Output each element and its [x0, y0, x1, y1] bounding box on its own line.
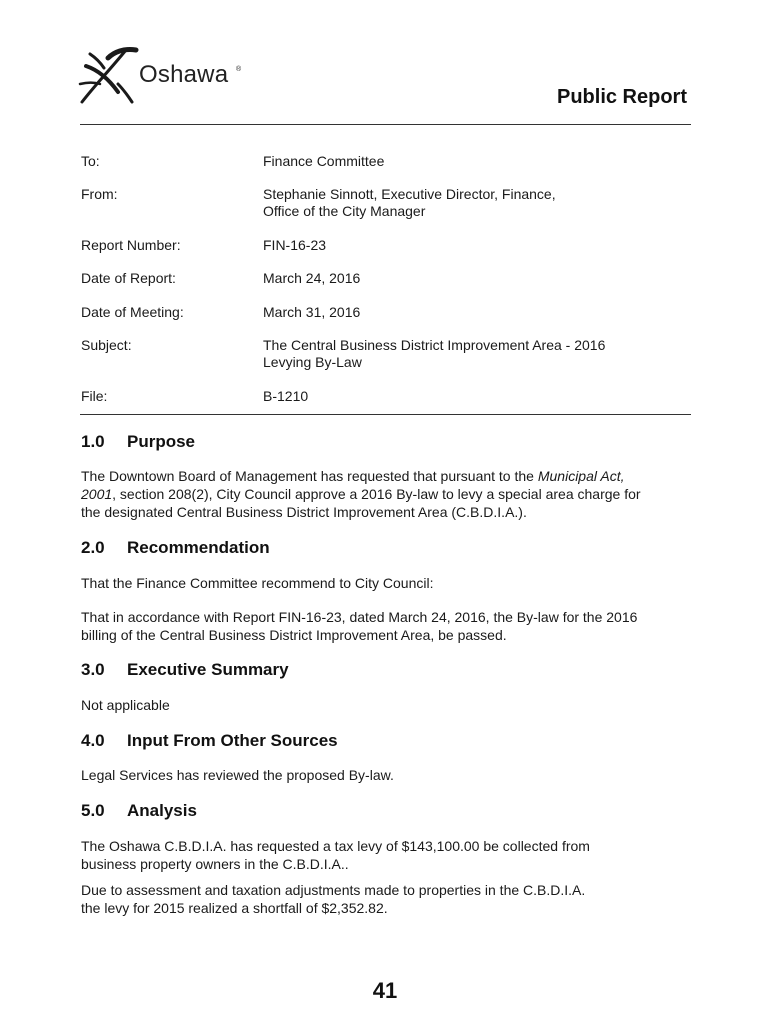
section-heading-recommendation — [81, 538, 270, 558]
italic-text-run: 2001 — [81, 486, 113, 502]
meta-label: Subject: — [81, 337, 132, 353]
analysis-paragraph-2 — [81, 881, 696, 917]
meta-value-text: The Central Business District Improvement Area - 2016 — [263, 337, 606, 353]
paragraph-line: Legal Services has reviewed the proposed By-law. — [81, 767, 394, 783]
meta-value-text: March 24, 2016 — [263, 270, 361, 286]
meta-label: Date of Report: — [81, 270, 176, 286]
section-number: 1.0 — [81, 432, 105, 451]
header-top-rule — [80, 124, 691, 125]
paragraph-line: Not applicable — [81, 697, 170, 713]
italic-text-run: Municipal Act, — [537, 468, 625, 484]
meta-value — [263, 388, 683, 405]
section-heading-input — [81, 731, 338, 751]
section-heading-purpose — [81, 432, 195, 452]
analysis-paragraph-1 — [81, 837, 696, 873]
paragraph-line: billing of the Central Business District Improvement Area, be passed. — [81, 627, 507, 643]
oshawa-logo-mark-icon — [78, 44, 142, 106]
purpose-paragraph — [81, 467, 696, 521]
paragraph-line: The Oshawa C.B.D.I.A. has requested a tax levy of $143,100.00 be collected from — [81, 838, 590, 854]
meta-value-text: Stephanie Sinnott, Executive Director, Finance, — [263, 186, 556, 202]
meta-value — [263, 153, 683, 170]
logo-wordmark: Oshawa — [139, 61, 229, 88]
section-title: Recommendation — [127, 538, 270, 557]
section-title: Executive Summary — [127, 660, 289, 679]
recommendation-paragraph-1 — [81, 574, 696, 592]
section-title: Input From Other Sources — [127, 731, 338, 750]
paragraph-line: That in accordance with Report FIN-16-23, dated March 24, 2016, the By-law for the 2016 — [81, 609, 638, 625]
paragraph-line: the designated Central Business District Improvement Area (C.B.D.I.A.). — [81, 504, 527, 520]
meta-label: Report Number: — [81, 237, 181, 253]
meta-value-text: Finance Committee — [263, 153, 385, 169]
meta-label: File: — [81, 388, 108, 404]
paragraph-line: Due to assessment and taxation adjustments made to properties in the C.B.D.I.A. — [81, 882, 586, 898]
header-bottom-rule — [80, 414, 691, 415]
page-number: 41 — [372, 978, 398, 1003]
logo-registered-mark: ® — [236, 66, 242, 73]
section-title: Analysis — [127, 801, 197, 820]
meta-value — [263, 337, 683, 371]
section-heading-analysis — [81, 801, 197, 821]
text-run: , section 208(2), City Council approve a 2016 By-law to levy a special area charge for — [112, 486, 641, 502]
meta-label: Date of Meeting: — [81, 304, 184, 320]
paragraph-line — [81, 485, 696, 503]
meta-value-text: Office of the City Manager — [263, 203, 426, 219]
meta-value — [263, 237, 683, 254]
oshawa-logo — [78, 44, 258, 106]
section-number: 5.0 — [81, 801, 105, 820]
report-title: Public Report — [556, 86, 687, 108]
section-number: 3.0 — [81, 660, 105, 679]
input-paragraph — [81, 766, 696, 784]
meta-value — [263, 270, 683, 287]
paragraph-line: That the Finance Committee recommend to City Council: — [81, 575, 434, 591]
meta-value — [263, 304, 683, 321]
meta-value-text: FIN-16-23 — [263, 237, 327, 253]
section-heading-executive-summary — [81, 660, 289, 680]
meta-label: To: — [81, 153, 100, 169]
recommendation-paragraph-2 — [81, 608, 696, 644]
paragraph-line — [81, 467, 696, 485]
section-number: 2.0 — [81, 538, 105, 557]
section-title: Purpose — [127, 432, 196, 451]
meta-value-text: Levying By-Law — [263, 354, 362, 370]
executive-summary-paragraph — [81, 696, 696, 714]
section-number: 4.0 — [81, 731, 105, 750]
meta-value — [263, 186, 683, 220]
paragraph-line: business property owners in the C.B.D.I.A.. — [81, 856, 349, 872]
paragraph-line: the levy for 2015 realized a shortfall of $2,352.82. — [81, 900, 388, 916]
meta-value-text: B-1210 — [263, 388, 309, 404]
meta-value-text: March 31, 2016 — [263, 304, 361, 320]
text-run: The Downtown Board of Management has requested that pursuant to the — [81, 468, 538, 484]
meta-label: From: — [81, 186, 118, 202]
